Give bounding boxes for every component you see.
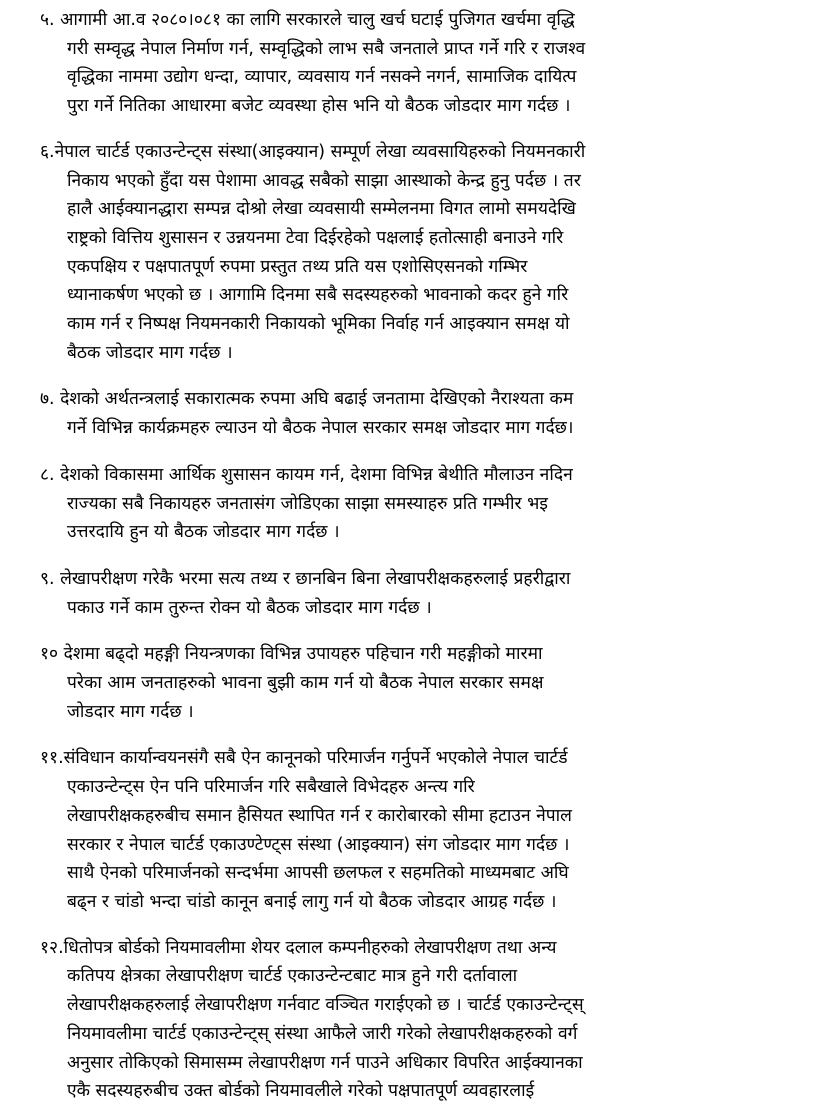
paragraph-line: लेखापरीक्षण गरेकै भरमा सत्य तथ्य र छानबिन बिना लेखापरीक्षकहरुलाई प्रहरीद्वारा [60, 568, 571, 589]
paragraph-number: ६. [40, 141, 55, 162]
paragraph-line: कतिपय क्षेत्रका लेखापरीक्षण चार्टर्ड एकाउन्टेन्टबाट मात्र हुने गरी दर्तावाला [67, 966, 518, 987]
paragraph-number: ११. [40, 748, 64, 769]
paragraph-line: अनुसार तोकिएको सिमासम्म लेखापरीक्षण गर्न पाउने अधिकार विपरित आईक्यानका [67, 1052, 583, 1073]
paragraph-number: १० [40, 644, 59, 665]
paragraph-line: देशमा बढ्दो महङ्गी नियन्त्रणका विभिन्न उपायहरु पहिचान गरी महङ्गीको मारमा [63, 644, 543, 665]
resolution-paragraph-8 [40, 461, 789, 547]
paragraph-line: एकै सदस्यहरुबीच उक्त बोर्डको नियमावलीले गरेको पक्षपातपूर्ण व्यवहारलाई [67, 1081, 535, 1102]
paragraph-line: वृद्धिका नाममा उद्योग धन्दा, व्यापार, व्यवसाय गर्न नसक्ने नगर्न, सामाजिक दायित्प [67, 67, 577, 88]
paragraph-line: पकाउ गर्ने काम तुरुन्त रोक्न यो बैठक जोडदार माग गर्दछ । [67, 597, 432, 618]
paragraph-number: ९. [40, 568, 55, 589]
paragraph-line: एकपक्षिय र पक्षपातपूर्ण रुपमा प्रस्तुत तथ्य प्रति यस एशोसिएसनको गम्भिर [67, 256, 528, 277]
paragraph-number: १२. [40, 937, 64, 958]
paragraph-line: धितोपत्र बोर्डको नियमावलीमा शेयर दलाल कम्पनीहरुको लेखापरीक्षण तथा अन्य [63, 937, 557, 958]
paragraph-line: राज्यका सबै निकायहरु जनतासंग जोडिएका साझा समस्याहरु प्रति गम्भीर भइ [67, 493, 548, 514]
paragraph-line: नेपाल चार्टर्ड एकाउन्टेन्ट्स संस्था(आइक्यान) सम्पूर्ण लेखा व्यवसायिहरुको नियमनकारी [54, 141, 586, 162]
paragraph-number: ७. [40, 389, 55, 410]
paragraph-line: काम गर्न र निष्पक्ष नियमनकारी निकायको भूमिका निर्वाह गर्न आइक्यान समक्ष यो [67, 314, 570, 335]
paragraph-line: उत्तरदायि हुन यो बैठक जोडदार माग गर्दछ । [67, 522, 340, 543]
resolution-paragraph-11 [40, 744, 789, 916]
paragraph-line: साथै ऐनको परिमार्जनको सन्दर्भमा आपसी छलफल र सहमतिको माध्यमबाट अघि [67, 863, 569, 884]
resolution-paragraph-10 [40, 640, 789, 726]
paragraph-line: नियमावलीमा चार्टर्ड एकाउन्टेन्ट्स् संस्था आफैले जारी गरेको लेखापरीक्षकहरुको वर्ग [67, 1023, 578, 1044]
paragraph-line: सरकार र नेपाल चार्टर्ड एकाउण्टेण्ट्स संस्था (आइक्यान) संग जोडदार माग गर्दछ । [67, 834, 570, 855]
paragraph-line: देशको अर्थतन्त्रलाई सकारात्मक रुपमा अघि बढाई जनतामा देखिएको नैराश्यता कम [60, 389, 574, 410]
resolution-paragraph-6 [40, 138, 789, 368]
paragraph-line: बढ्न र चांडो भन्दा चांडो कानून बनाई लागु गर्न यो बैठक जोडदार आग्रह गर्दछ । [67, 891, 557, 912]
resolution-paragraph-7 [40, 385, 789, 442]
paragraph-line: परेका आम जनताहरुको भावना बुझी काम गर्न यो बैठक नेपाल सरकार समक्ष [67, 673, 544, 694]
paragraph-line: गर्ने विभिन्न कार्यक्रमहरु ल्याउन यो बैठक नेपाल सरकार समक्ष जोडदार माग गर्दछ। [67, 418, 574, 439]
paragraph-line: बैठक जोडदार माग गर्दछ । [67, 342, 233, 363]
paragraph-line: हालै आईक्यानद्धारा सम्पन्न दोश्रो लेखा व्यवसायी सम्मेलनमा विगत लामो समयदेखि [67, 199, 576, 220]
paragraph-line: देशको विकासमा आर्थिक शुसासन कायम गर्न, देशमा विभिन्न बेथीति मौलाउन नदिन [60, 464, 573, 485]
paragraph-line: जोडदार माग गर्दछ । [67, 701, 194, 722]
paragraph-line: एकाउन्टेन्ट्स ऐन पनि परिमार्जन गरि सबैखाले विभेदहरु अन्त्य गरि [67, 777, 475, 798]
resolution-paragraph-9 [40, 565, 789, 622]
paragraph-line: लेखापरीक्षकहरुबीच समान हैसियत स्थापित गर्न र कारोबारको सीमा हटाउन नेपाल [67, 805, 572, 826]
paragraph-number: ८. [40, 464, 55, 485]
resolution-paragraph-5 [40, 6, 789, 121]
paragraph-line: लेखापरीक्षकहरुलाई लेखापरीक्षण गर्नवाट वञ्चित गराईएको छ । चार्टर्ड एकाउन्टेन्ट्स् [67, 995, 584, 1016]
paragraph-line: गरी सम्वृद्ध नेपाल निर्माण गर्न, सम्वृद्धिको लाभ सबै जनताले प्राप्त गर्ने गरि र राजश्व [67, 38, 586, 59]
paragraph-line: पुरा गर्ने नितिका आधारमा बजेट व्यवस्था होस भनि यो बैठक जोडदार माग गर्दछ । [67, 96, 571, 117]
paragraph-line: निकाय भएको हुँदा यस पेशामा आवद्ध सबैको साझा आस्थाको केन्द्र हुनु पर्दछ । तर [67, 170, 581, 191]
paragraph-line: राष्ट्रको वित्तिय शुसासन र उन्नयनमा टेवा दिईरहेको पक्षलाई हतोत्साही बनाउने गरि [67, 227, 564, 248]
paragraph-line: ध्यानाकर्षण भएको छ । आगामि दिनमा सबै सदस्यहरुको भावनाको कदर हुने गरि [67, 285, 569, 306]
resolution-paragraph-12 [40, 934, 789, 1106]
paragraph-number: ५. [40, 10, 55, 30]
paragraph-line: आगामी आ.व २०८०।०८१ का लागि सरकारले चालु खर्च घटाई पुजिगत खर्चमा वृद्धि [60, 10, 575, 30]
paragraph-line: संविधान कार्यान्वयनसंगै सबै ऐन कानूनको परिमार्जन गर्नुपर्ने भएकोले नेपाल चार्टर्ड [63, 748, 568, 769]
